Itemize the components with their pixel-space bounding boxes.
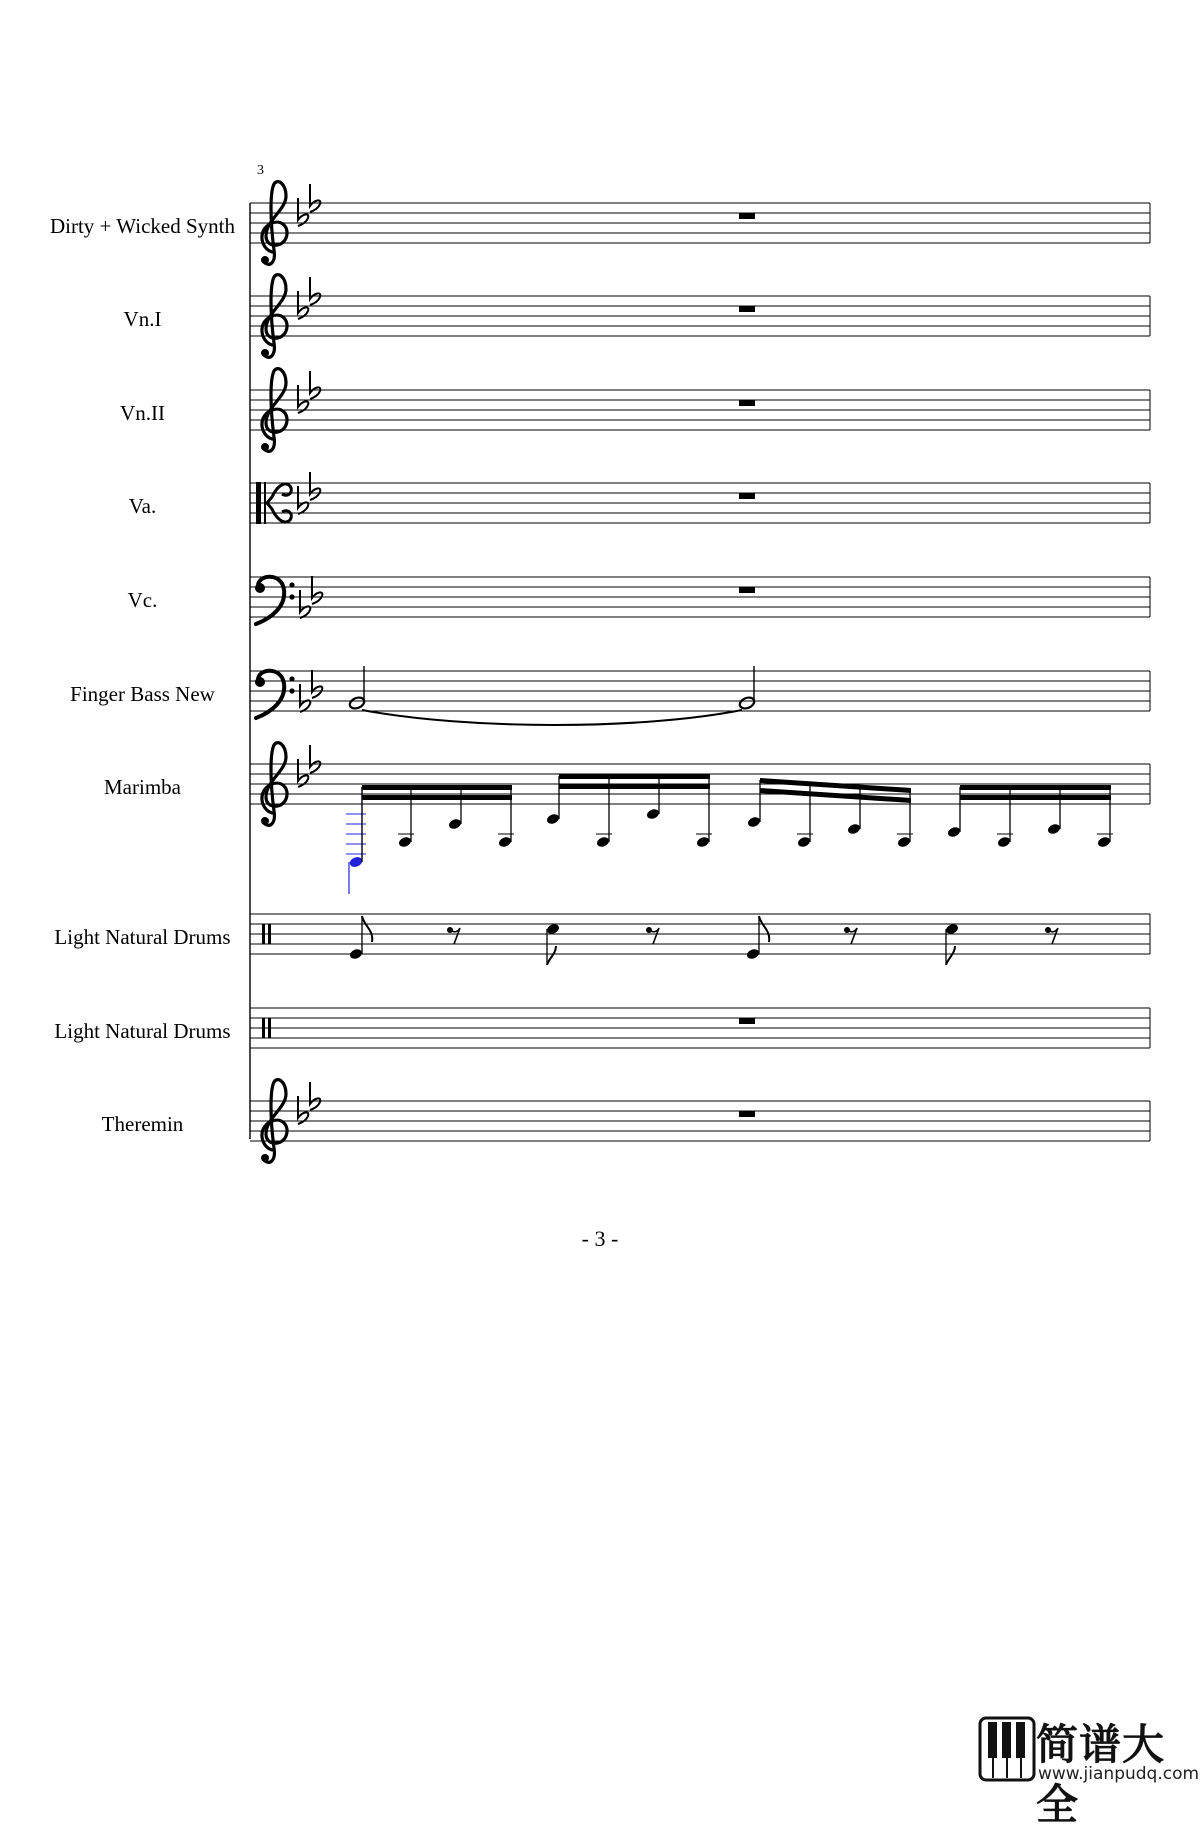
half-note [348,666,366,710]
flat-icon [310,184,320,212]
sixteenth-group [747,778,913,848]
measure-rest [739,1111,755,1117]
watermark-url: www.jianpudq.com [1038,1764,1200,1784]
eighth-rest [447,927,460,944]
staff-vc [250,577,1150,617]
tie [362,710,742,725]
flat-icon [310,1082,320,1110]
eighth-rest [844,927,857,944]
measure-rest [739,213,755,219]
instrument-label: Vc. [127,588,158,612]
sixteenth-group [546,774,712,848]
staff-va [250,483,1150,523]
staff-vn-i [250,296,1150,336]
watermark-logo [978,1716,1200,1829]
staff-light-natural-drums-1 [250,914,1150,954]
page-number: - 3 - [581,1226,619,1251]
flat-icon [310,745,320,773]
staff-vn-ii [250,390,1150,430]
instrument-label: Marimba [104,775,181,799]
staff-finger-bass-new [250,671,1150,711]
flat-icon [310,277,320,305]
flat-icon [300,590,310,618]
flat-icon [298,1096,308,1124]
sixteenth-group [362,785,514,862]
instrument-label: Light Natural Drums [54,925,231,949]
staff-theremin [250,1101,1150,1141]
sixteenth-group [947,785,1113,848]
measure-rest [739,306,755,312]
instrument-label: Light Natural Drums [54,1019,231,1043]
instrument-label: Va. [128,494,157,518]
flat-icon [298,486,308,514]
piano-keys-icon [978,1716,1036,1782]
measure-rest [739,400,755,406]
measure-rest [739,1018,755,1024]
measure-rest [739,587,755,593]
instrument-label: Finger Bass New [70,682,215,706]
selected-note[interactable] [346,787,366,894]
flat-icon [298,385,308,413]
measure-rest [739,493,755,499]
flat-icon [310,371,320,399]
instrument-label: Dirty + Wicked Synth [49,214,235,238]
staff-light-natural-drums-2 [250,1008,1150,1048]
eighth-rest [646,927,659,944]
flat-icon [298,198,308,226]
flat-icon [310,472,320,500]
instrument-label: Theremin [101,1112,184,1136]
measure-number: 3 [257,163,264,178]
flat-icon [298,759,308,787]
flat-icon [312,670,322,698]
flat-icon [312,576,322,604]
flat-icon [300,684,310,712]
eighth-rest [1045,927,1058,944]
half-note [738,666,756,710]
flat-icon [298,291,308,319]
staff-dirty-wicked-synth [250,203,1150,243]
instrument-label: Vn.I [123,307,162,331]
instrument-label: Vn.II [120,401,165,425]
watermark-name: 简谱大全 [1036,1720,1166,1829]
